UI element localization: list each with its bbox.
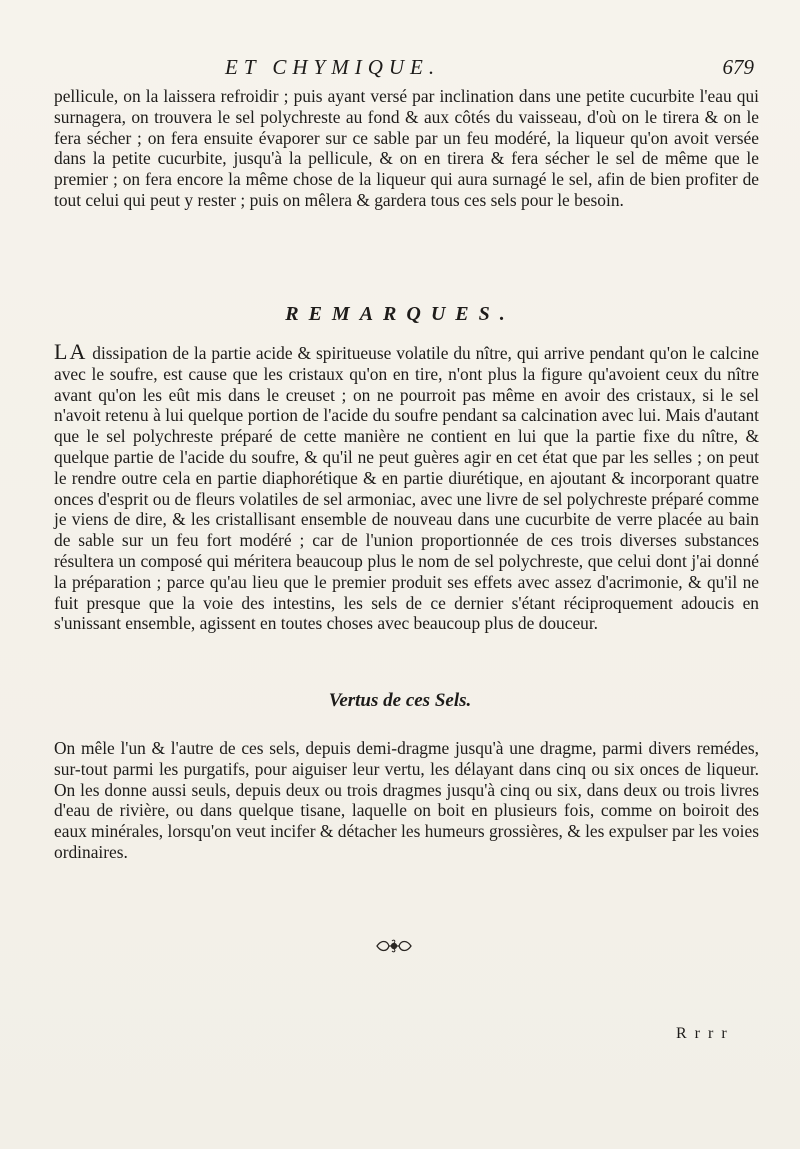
section-heading-remarques: REMARQUES. [285, 303, 515, 325]
printers-fleuron-icon [373, 938, 415, 954]
paragraph-procedure: pellicule, on la laissera refroidir ; puis ayant versé par inclination dans une petite cucurbite l'eau qui surnagera, on trouvera le sel polychreste au fond & aux côtés du vaisseau, d'où on le tirera & on le fera sécher ; on fera ensuite évaporer sur ce sable par un feu modéré, la liqueur qu'on avoit versée dans la petite cucurbite, jusqu'à la pellicule, & on en tirera & fera sécher le sel de même que le premier ; on fera encore la même chose de la liqueur qui aura surnagé le sel, afin de bien profiter de tout celui qui peut y rester ; puis on mêlera & gardera tous ces sels pour le besoin. [54, 86, 759, 210]
running-head-title: ET CHYMIQUE. [225, 55, 441, 79]
drop-cap: LA [54, 339, 88, 364]
paragraph-vertus: On mêle l'un & l'autre de ces sels, depuis demi-dragme jusqu'à une dragme, parmi divers remédes, sur-tout parmi les purgatifs, pour aiguiser leur vertu, les délayant dans cinq ou six onces de liqueur. On les donne aussi seuls, depuis deux ou trois dragmes jusqu'à cinq ou six, dans deux ou trois livres d'eau de rivière, ou dans quelque tisane, laquelle on boit en plusieurs fois, comme on boiroit des eaux minérales, lorsqu'on veut incifer & détacher les humeurs grossières, & les expulser par les voies ordinaires. [54, 738, 759, 862]
paragraph-remarques-text: dissipation de la partie acide & spiritueuse volatile du nître, qui arrive pendant qu'on le calcine avec le soufre, est cause que les cristaux qu'on en tire, n'ont plus la figure qu'avoient ceux du nître avant qu'on les eût mis dans le creuset ; on ne pourroit pas même en avoir des cristaux, si le sel n'avoit retenu à lui quelque portion de l'acide du soufre pendant sa calcination avec lui. Mais d'autant que le sel polychreste préparé de cette manière ne contient en lui que la partie fixe du nître, & quelque partie de l'acide du soufre, & qu'il ne peut guères agir en cet état que par les selles ; on peut le rendre outre cela en partie diaphorétique & en partie diurétique, en ajoutant & incorporant quatre onces d'esprit ou de fleurs volatiles de sel armoniac, avec une livre de sel polychreste préparé comme je viens de dire, & les cristallisant ensemble de nouveau dans une cucurbite de verre placée au bain de sable sur un feu fort modéré ; car de l'union proportionnée de ces trois diverses substances résultera un composé qui méritera beaucoup plus le nom de sel polychreste, que celui dont j'ai donné la préparation ; parce qu'au lieu que le premier produit ses effets avec assez d'acrimonie, & qu'il ne fuit presque que la voie des intestins, les sels de ce dernier s'étant réciproquement adoucis en s'unissant ensemble, agissent en toutes choses avec beaucoup plus de douceur. [54, 343, 759, 634]
paragraph-remarques [54, 339, 759, 634]
section-heading-vertus: Vertus de ces Sels. [328, 690, 472, 711]
signature-mark: R r r r [676, 1025, 729, 1042]
page-number: 679 [722, 55, 754, 79]
running-head [0, 55, 800, 85]
